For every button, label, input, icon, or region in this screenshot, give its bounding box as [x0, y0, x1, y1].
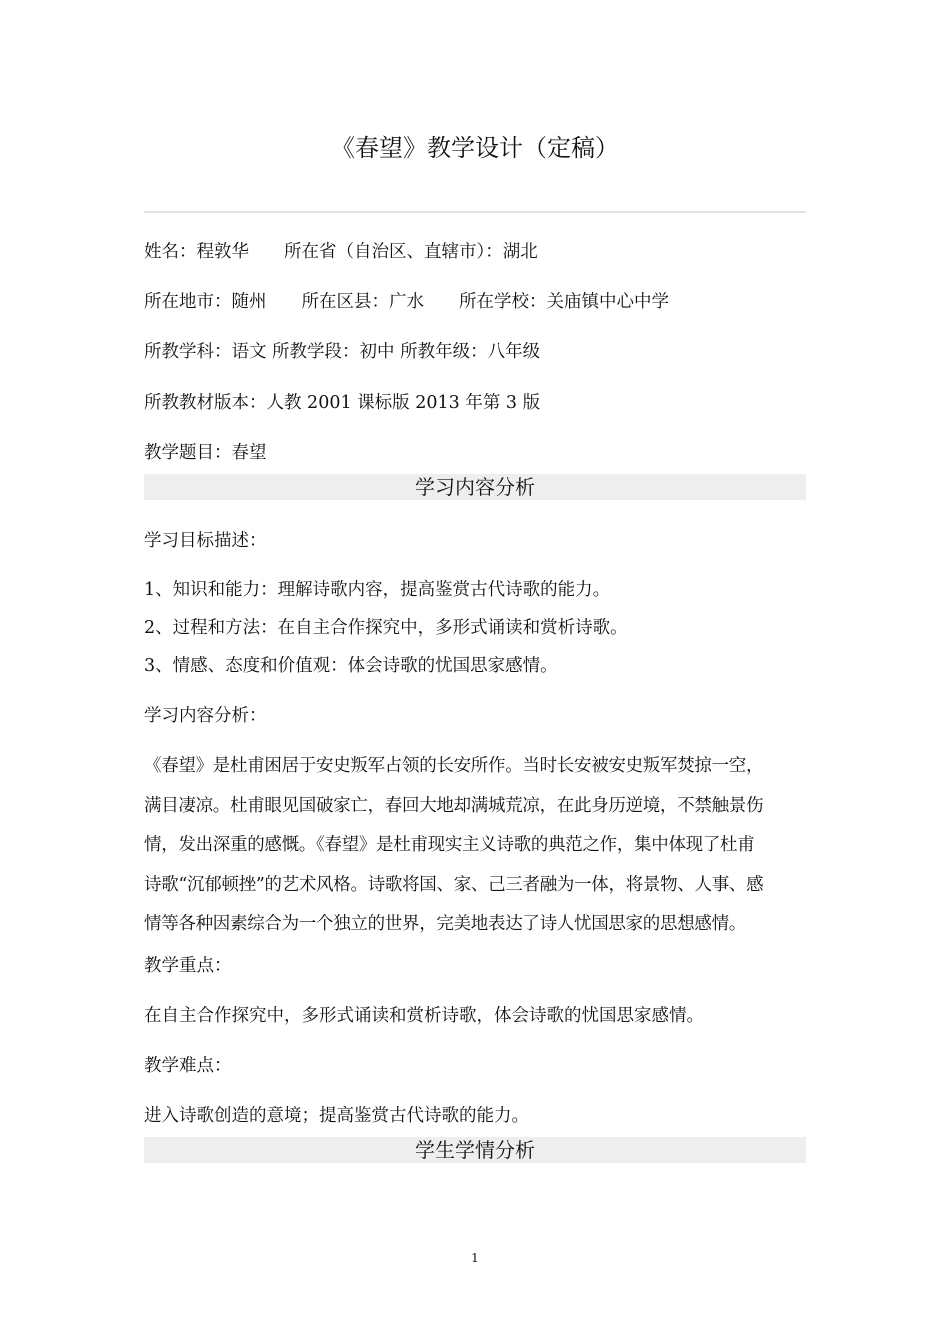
- analysis-label: 学习内容分析：: [144, 706, 267, 726]
- info-line-name-province: 姓名：程敦华 所在省（自治区、直辖市）：湖北: [144, 242, 538, 262]
- objective-item: 3、情感、态度和价值观：体会诗歌的忧国思家感情。: [144, 656, 558, 676]
- info-line-topic: 教学题目：春望: [144, 443, 267, 463]
- key-point-text: 在自主合作探究中，多形式诵读和赏析诗歌，体会诗歌的忧国思家感情。: [144, 1006, 704, 1026]
- objectives-label: 学习目标描述：: [144, 531, 267, 551]
- difficulty-text: 进入诗歌创造的意境；提高鉴赏古代诗歌的能力。: [144, 1106, 529, 1126]
- analysis-line: 诗歌“沉郁顿挫”的艺术风格。诗歌将国、家、己三者融为一体，将景物、人事、感: [144, 874, 764, 895]
- key-point-label: 教学重点：: [144, 956, 232, 976]
- section-heading-content-analysis: 学习内容分析: [144, 474, 806, 500]
- analysis-line: 情，发出深重的感慨。《春望》是杜甫现实主义诗歌的典范之作，集中体现了杜甫: [144, 835, 755, 855]
- objective-item: 1、知识和能力：理解诗歌内容，提高鉴赏古代诗歌的能力。: [144, 580, 611, 600]
- analysis-line: 情等各种因素综合为一个独立的世界，完美地表达了诗人忧国思家的思想感情。: [144, 914, 746, 934]
- difficulty-label: 教学难点：: [144, 1056, 232, 1076]
- info-line-textbook: 所教教材版本：人教 2001 课标版 2013 年第 3 版: [144, 393, 541, 413]
- analysis-line: 《春望》是杜甫困居于安史叛军占领的长安所作。当时长安被安史叛军焚掠一空，: [144, 756, 764, 776]
- analysis-paragraph: [144, 747, 808, 945]
- analysis-line: 满目凄凉。杜甫眼见国破家亡，春回大地却满城荒凉，在此身历逆境，不禁触景伤: [144, 795, 764, 816]
- page-number: 1: [471, 1251, 479, 1265]
- document-title: 《春望》教学设计（定稿）: [331, 134, 619, 162]
- section-heading-student-analysis: 学生学情分析: [144, 1137, 806, 1163]
- title-divider: [144, 211, 806, 213]
- info-line-subject-grade: 所教学科：语文 所教学段：初中 所教年级：八年级: [144, 342, 541, 362]
- info-line-city-school: 所在地市：随州 所在区县：广水 所在学校：关庙镇中心中学: [144, 292, 669, 312]
- objective-item: 2、过程和方法：在自主合作探究中，多形式诵读和赏析诗歌。: [144, 618, 628, 638]
